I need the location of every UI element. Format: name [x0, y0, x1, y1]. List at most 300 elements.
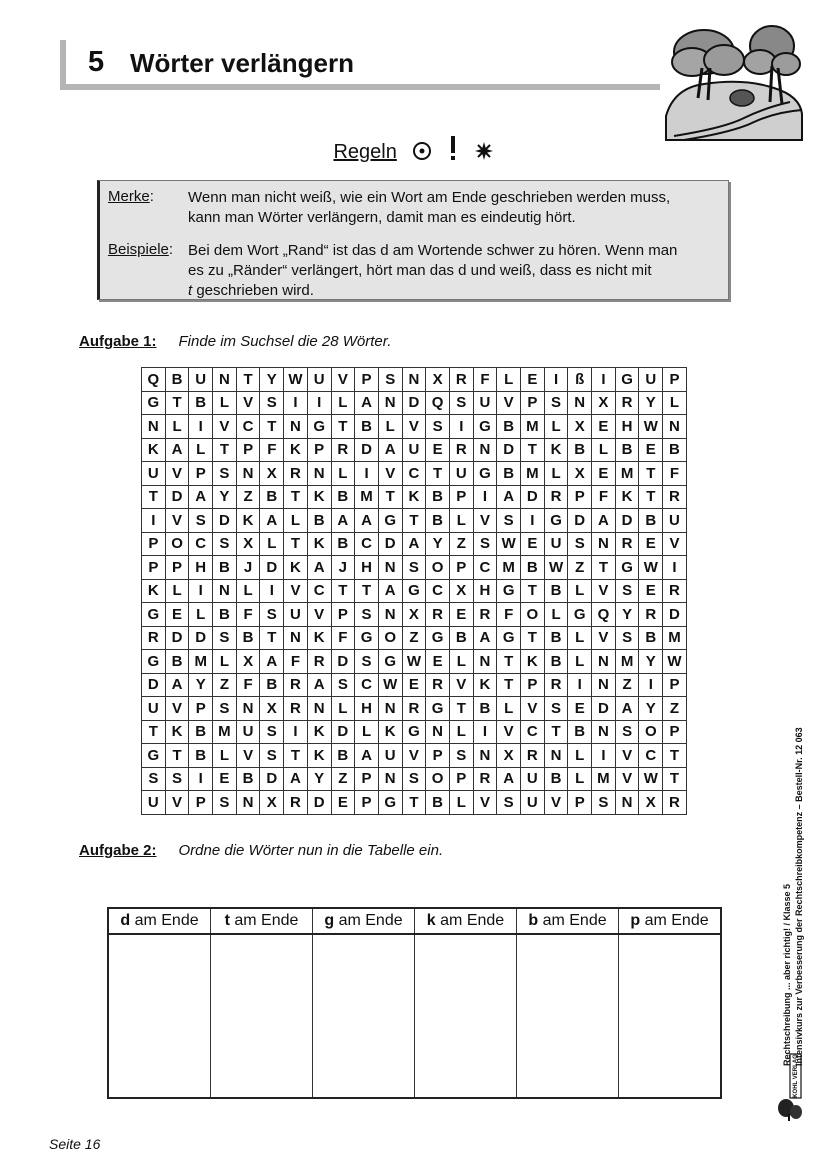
grid-cell[interactable]: P — [142, 556, 166, 580]
grid-cell[interactable]: R — [663, 485, 687, 509]
grid-cell[interactable]: V — [449, 673, 473, 697]
grid-cell[interactable]: D — [331, 720, 355, 744]
grid-cell[interactable]: U — [639, 368, 663, 392]
grid-cell[interactable]: N — [473, 438, 497, 462]
grid-cell[interactable]: V — [236, 744, 260, 768]
grid-cell[interactable]: H — [355, 556, 379, 580]
grid-cell[interactable]: Q — [592, 603, 616, 627]
grid-cell[interactable]: Z — [449, 532, 473, 556]
grid-cell[interactable]: N — [592, 650, 616, 674]
grid-cell[interactable]: N — [236, 697, 260, 721]
grid-cell[interactable]: S — [544, 697, 568, 721]
grid-cell[interactable]: A — [497, 767, 521, 791]
grid-cell[interactable]: X — [426, 368, 450, 392]
grid-cell[interactable]: S — [615, 579, 639, 603]
grid-cell[interactable]: C — [473, 556, 497, 580]
grid-cell[interactable]: R — [663, 791, 687, 815]
grid-cell[interactable]: N — [663, 415, 687, 439]
grid-cell[interactable]: X — [260, 462, 284, 486]
grid-cell[interactable]: Y — [260, 368, 284, 392]
grid-cell[interactable]: V — [165, 697, 189, 721]
grid-cell[interactable]: D — [592, 697, 616, 721]
grid-cell[interactable]: S — [213, 626, 237, 650]
grid-cell[interactable]: N — [378, 603, 402, 627]
grid-cell[interactable]: S — [355, 650, 379, 674]
grid-cell[interactable]: C — [355, 673, 379, 697]
grid-cell[interactable]: Y — [213, 485, 237, 509]
grid-cell[interactable]: V — [592, 626, 616, 650]
answer-cell-t[interactable] — [211, 934, 313, 1098]
grid-cell[interactable]: P — [307, 438, 331, 462]
grid-cell[interactable]: N — [213, 368, 237, 392]
grid-cell[interactable]: T — [521, 579, 545, 603]
grid-cell[interactable]: I — [189, 415, 213, 439]
grid-cell[interactable]: R — [331, 438, 355, 462]
grid-cell[interactable]: G — [568, 603, 592, 627]
grid-cell[interactable]: I — [260, 579, 284, 603]
grid-cell[interactable]: Y — [639, 391, 663, 415]
grid-cell[interactable]: W — [402, 650, 426, 674]
grid-cell[interactable]: R — [426, 673, 450, 697]
grid-cell[interactable]: T — [213, 438, 237, 462]
grid-cell[interactable]: N — [473, 744, 497, 768]
grid-cell[interactable]: P — [165, 556, 189, 580]
grid-cell[interactable]: L — [544, 462, 568, 486]
grid-cell[interactable]: S — [142, 767, 166, 791]
grid-cell[interactable]: A — [355, 391, 379, 415]
grid-cell[interactable]: T — [639, 462, 663, 486]
grid-cell[interactable]: F — [473, 368, 497, 392]
grid-cell[interactable]: L — [568, 650, 592, 674]
grid-cell[interactable]: S — [213, 532, 237, 556]
grid-cell[interactable]: D — [260, 556, 284, 580]
grid-cell[interactable]: V — [544, 791, 568, 815]
grid-cell[interactable]: I — [544, 368, 568, 392]
grid-cell[interactable]: A — [355, 509, 379, 533]
grid-cell[interactable]: U — [142, 462, 166, 486]
grid-cell[interactable]: I — [284, 391, 308, 415]
grid-cell[interactable]: C — [426, 579, 450, 603]
grid-cell[interactable]: G — [378, 650, 402, 674]
grid-cell[interactable]: B — [639, 626, 663, 650]
grid-cell[interactable]: S — [213, 462, 237, 486]
grid-cell[interactable]: W — [284, 368, 308, 392]
grid-cell[interactable]: P — [331, 603, 355, 627]
grid-cell[interactable]: P — [663, 720, 687, 744]
grid-cell[interactable]: X — [236, 532, 260, 556]
grid-cell[interactable]: D — [663, 603, 687, 627]
grid-cell[interactable]: M — [521, 462, 545, 486]
grid-cell[interactable]: X — [568, 462, 592, 486]
grid-cell[interactable]: D — [307, 791, 331, 815]
grid-cell[interactable]: P — [355, 791, 379, 815]
grid-cell[interactable]: P — [449, 485, 473, 509]
grid-cell[interactable]: X — [592, 391, 616, 415]
grid-cell[interactable]: U — [142, 697, 166, 721]
grid-cell[interactable]: M — [213, 720, 237, 744]
grid-cell[interactable]: L — [189, 603, 213, 627]
grid-cell[interactable]: H — [473, 579, 497, 603]
grid-cell[interactable]: J — [236, 556, 260, 580]
grid-cell[interactable]: L — [568, 626, 592, 650]
grid-cell[interactable]: P — [426, 744, 450, 768]
grid-cell[interactable]: V — [663, 532, 687, 556]
grid-cell[interactable]: E — [426, 650, 450, 674]
grid-cell[interactable]: Z — [402, 626, 426, 650]
grid-cell[interactable]: V — [497, 391, 521, 415]
grid-cell[interactable]: N — [592, 532, 616, 556]
grid-cell[interactable]: R — [402, 697, 426, 721]
grid-cell[interactable]: S — [260, 744, 284, 768]
grid-cell[interactable]: Z — [663, 697, 687, 721]
grid-cell[interactable]: Z — [213, 673, 237, 697]
grid-cell[interactable]: W — [639, 415, 663, 439]
grid-cell[interactable]: F — [284, 650, 308, 674]
grid-cell[interactable]: S — [426, 415, 450, 439]
grid-cell[interactable]: B — [260, 673, 284, 697]
grid-cell[interactable]: L — [592, 438, 616, 462]
grid-cell[interactable]: R — [307, 650, 331, 674]
grid-cell[interactable]: U — [544, 532, 568, 556]
grid-cell[interactable]: B — [236, 626, 260, 650]
grid-cell[interactable]: G — [497, 579, 521, 603]
grid-cell[interactable]: G — [426, 697, 450, 721]
grid-cell[interactable]: D — [497, 438, 521, 462]
grid-cell[interactable]: T — [497, 650, 521, 674]
grid-cell[interactable]: I — [189, 579, 213, 603]
grid-cell[interactable]: R — [615, 532, 639, 556]
grid-cell[interactable]: S — [260, 391, 284, 415]
grid-cell[interactable]: V — [165, 462, 189, 486]
grid-cell[interactable]: G — [378, 791, 402, 815]
grid-cell[interactable]: A — [189, 485, 213, 509]
grid-cell[interactable]: S — [402, 556, 426, 580]
grid-cell[interactable]: U — [284, 603, 308, 627]
grid-cell[interactable]: O — [426, 556, 450, 580]
grid-cell[interactable]: O — [426, 767, 450, 791]
grid-cell[interactable]: N — [544, 744, 568, 768]
grid-cell[interactable]: Y — [426, 532, 450, 556]
grid-cell[interactable]: B — [331, 532, 355, 556]
grid-cell[interactable]: E — [449, 603, 473, 627]
grid-cell[interactable]: U — [402, 438, 426, 462]
grid-cell[interactable]: T — [402, 509, 426, 533]
grid-cell[interactable]: P — [142, 532, 166, 556]
grid-cell[interactable]: F — [331, 626, 355, 650]
grid-cell[interactable]: U — [236, 720, 260, 744]
grid-cell[interactable]: Q — [426, 391, 450, 415]
grid-cell[interactable]: K — [284, 438, 308, 462]
grid-cell[interactable]: P — [449, 556, 473, 580]
grid-cell[interactable]: R — [473, 603, 497, 627]
grid-cell[interactable]: N — [592, 673, 616, 697]
grid-cell[interactable]: B — [521, 556, 545, 580]
grid-cell[interactable]: T — [236, 368, 260, 392]
grid-cell[interactable]: A — [331, 509, 355, 533]
grid-cell[interactable]: F — [592, 485, 616, 509]
grid-cell[interactable]: R — [449, 438, 473, 462]
grid-cell[interactable]: X — [497, 744, 521, 768]
grid-cell[interactable]: D — [142, 673, 166, 697]
grid-cell[interactable]: T — [165, 744, 189, 768]
grid-cell[interactable]: A — [378, 579, 402, 603]
grid-cell[interactable]: N — [378, 391, 402, 415]
grid-cell[interactable]: I — [449, 415, 473, 439]
grid-cell[interactable]: S — [260, 720, 284, 744]
grid-cell[interactable]: B — [615, 438, 639, 462]
grid-cell[interactable]: I — [142, 509, 166, 533]
answer-cell-p[interactable] — [619, 934, 722, 1098]
grid-cell[interactable]: X — [260, 791, 284, 815]
grid-cell[interactable]: V — [615, 767, 639, 791]
grid-cell[interactable]: T — [142, 720, 166, 744]
grid-cell[interactable]: E — [639, 579, 663, 603]
grid-cell[interactable]: V — [236, 391, 260, 415]
grid-cell[interactable]: B — [189, 720, 213, 744]
grid-cell[interactable]: F — [260, 438, 284, 462]
grid-cell[interactable]: P — [189, 462, 213, 486]
grid-cell[interactable]: W — [639, 767, 663, 791]
grid-cell[interactable]: D — [260, 767, 284, 791]
answer-cell-b[interactable] — [517, 934, 619, 1098]
grid-cell[interactable]: U — [521, 767, 545, 791]
grid-cell[interactable]: W — [497, 532, 521, 556]
grid-cell[interactable]: L — [260, 532, 284, 556]
grid-cell[interactable]: B — [473, 697, 497, 721]
grid-cell[interactable]: S — [497, 791, 521, 815]
grid-cell[interactable]: A — [615, 697, 639, 721]
grid-cell[interactable]: L — [568, 579, 592, 603]
grid-cell[interactable]: K — [307, 720, 331, 744]
grid-cell[interactable]: V — [165, 509, 189, 533]
grid-cell[interactable]: V — [284, 579, 308, 603]
grid-cell[interactable]: Y — [189, 673, 213, 697]
grid-cell[interactable]: M — [355, 485, 379, 509]
grid-cell[interactable]: L — [544, 415, 568, 439]
grid-cell[interactable]: N — [378, 556, 402, 580]
grid-cell[interactable]: U — [142, 791, 166, 815]
grid-cell[interactable]: B — [426, 485, 450, 509]
grid-cell[interactable]: E — [426, 438, 450, 462]
answer-cell-k[interactable] — [415, 934, 517, 1098]
grid-cell[interactable]: A — [165, 673, 189, 697]
grid-cell[interactable]: I — [189, 767, 213, 791]
grid-cell[interactable]: C — [639, 744, 663, 768]
grid-cell[interactable]: X — [639, 791, 663, 815]
grid-cell[interactable]: Z — [615, 673, 639, 697]
grid-cell[interactable]: Z — [331, 767, 355, 791]
grid-cell[interactable]: T — [544, 720, 568, 744]
grid-cell[interactable]: Q — [142, 368, 166, 392]
grid-cell[interactable]: K — [615, 485, 639, 509]
grid-cell[interactable]: C — [307, 579, 331, 603]
grid-cell[interactable]: S — [615, 720, 639, 744]
grid-cell[interactable]: P — [449, 767, 473, 791]
grid-cell[interactable]: A — [165, 438, 189, 462]
grid-cell[interactable]: I — [592, 744, 616, 768]
grid-cell[interactable]: A — [592, 509, 616, 533]
grid-cell[interactable]: V — [331, 368, 355, 392]
grid-cell[interactable]: J — [331, 556, 355, 580]
grid-cell[interactable]: G — [544, 509, 568, 533]
grid-cell[interactable]: M — [615, 650, 639, 674]
grid-cell[interactable]: K — [236, 509, 260, 533]
grid-cell[interactable]: E — [331, 791, 355, 815]
grid-cell[interactable]: D — [165, 626, 189, 650]
grid-cell[interactable]: W — [639, 556, 663, 580]
grid-cell[interactable]: B — [165, 368, 189, 392]
grid-cell[interactable]: B — [663, 438, 687, 462]
grid-cell[interactable]: I — [307, 391, 331, 415]
grid-cell[interactable]: G — [402, 720, 426, 744]
grid-cell[interactable]: B — [331, 744, 355, 768]
grid-cell[interactable]: T — [284, 485, 308, 509]
grid-cell[interactable]: L — [213, 744, 237, 768]
grid-cell[interactable]: L — [449, 791, 473, 815]
grid-cell[interactable]: S — [260, 603, 284, 627]
grid-cell[interactable]: E — [213, 767, 237, 791]
grid-cell[interactable]: N — [307, 462, 331, 486]
grid-cell[interactable]: V — [615, 744, 639, 768]
grid-cell[interactable]: S — [355, 603, 379, 627]
grid-cell[interactable]: L — [568, 767, 592, 791]
grid-cell[interactable]: V — [497, 720, 521, 744]
grid-cell[interactable]: L — [355, 720, 379, 744]
grid-cell[interactable]: R — [284, 462, 308, 486]
grid-cell[interactable]: K — [521, 650, 545, 674]
grid-cell[interactable]: G — [142, 650, 166, 674]
grid-cell[interactable]: P — [521, 673, 545, 697]
grid-cell[interactable]: H — [355, 697, 379, 721]
grid-cell[interactable]: B — [544, 626, 568, 650]
grid-cell[interactable]: T — [402, 791, 426, 815]
grid-cell[interactable]: T — [284, 744, 308, 768]
grid-cell[interactable]: K — [307, 532, 331, 556]
grid-cell[interactable]: P — [189, 791, 213, 815]
grid-cell[interactable]: V — [473, 509, 497, 533]
grid-cell[interactable]: T — [426, 462, 450, 486]
grid-cell[interactable]: W — [663, 650, 687, 674]
grid-cell[interactable]: S — [615, 626, 639, 650]
grid-cell[interactable]: ß — [568, 368, 592, 392]
grid-cell[interactable]: X — [568, 415, 592, 439]
grid-cell[interactable]: E — [592, 415, 616, 439]
grid-cell[interactable]: N — [284, 626, 308, 650]
grid-cell[interactable]: L — [497, 697, 521, 721]
grid-cell[interactable]: K — [402, 485, 426, 509]
grid-cell[interactable]: V — [307, 603, 331, 627]
grid-cell[interactable]: B — [213, 603, 237, 627]
grid-cell[interactable]: A — [260, 509, 284, 533]
grid-cell[interactable]: V — [378, 462, 402, 486]
grid-cell[interactable]: N — [142, 415, 166, 439]
grid-cell[interactable]: E — [521, 368, 545, 392]
grid-cell[interactable]: T — [260, 415, 284, 439]
grid-cell[interactable]: P — [355, 368, 379, 392]
grid-cell[interactable]: B — [639, 509, 663, 533]
grid-cell[interactable]: S — [592, 791, 616, 815]
grid-cell[interactable]: R — [284, 697, 308, 721]
grid-cell[interactable]: L — [165, 415, 189, 439]
grid-cell[interactable]: K — [544, 438, 568, 462]
grid-cell[interactable]: D — [378, 532, 402, 556]
grid-cell[interactable]: D — [568, 509, 592, 533]
grid-cell[interactable]: F — [236, 673, 260, 697]
grid-cell[interactable]: G — [473, 462, 497, 486]
grid-cell[interactable]: G — [473, 415, 497, 439]
grid-cell[interactable]: O — [378, 626, 402, 650]
grid-cell[interactable]: R — [615, 391, 639, 415]
grid-cell[interactable]: M — [497, 556, 521, 580]
grid-cell[interactable]: A — [307, 673, 331, 697]
grid-cell[interactable]: V — [521, 697, 545, 721]
grid-cell[interactable]: L — [663, 391, 687, 415]
grid-cell[interactable]: B — [189, 744, 213, 768]
grid-cell[interactable]: G — [307, 415, 331, 439]
grid-cell[interactable]: S — [497, 509, 521, 533]
grid-cell[interactable]: S — [402, 767, 426, 791]
grid-cell[interactable]: D — [331, 650, 355, 674]
grid-cell[interactable]: N — [378, 767, 402, 791]
grid-cell[interactable]: V — [213, 415, 237, 439]
grid-cell[interactable]: B — [497, 415, 521, 439]
grid-cell[interactable]: N — [307, 697, 331, 721]
grid-cell[interactable]: T — [378, 485, 402, 509]
grid-cell[interactable]: C — [236, 415, 260, 439]
grid-cell[interactable]: R — [284, 673, 308, 697]
grid-cell[interactable]: P — [663, 673, 687, 697]
grid-cell[interactable]: X — [402, 603, 426, 627]
grid-cell[interactable]: T — [165, 391, 189, 415]
grid-cell[interactable]: S — [544, 391, 568, 415]
grid-cell[interactable]: P — [189, 697, 213, 721]
grid-cell[interactable]: B — [236, 767, 260, 791]
grid-cell[interactable]: D — [213, 509, 237, 533]
grid-cell[interactable]: N — [213, 579, 237, 603]
grid-cell[interactable]: R — [426, 603, 450, 627]
grid-cell[interactable]: B — [568, 438, 592, 462]
grid-cell[interactable]: L — [378, 415, 402, 439]
grid-cell[interactable]: I — [592, 368, 616, 392]
grid-cell[interactable]: T — [355, 579, 379, 603]
grid-cell[interactable]: I — [663, 556, 687, 580]
grid-cell[interactable]: E — [592, 462, 616, 486]
grid-cell[interactable]: O — [521, 603, 545, 627]
grid-cell[interactable]: R — [473, 767, 497, 791]
grid-cell[interactable]: S — [378, 368, 402, 392]
grid-cell[interactable]: A — [260, 650, 284, 674]
grid-cell[interactable]: I — [473, 485, 497, 509]
grid-cell[interactable]: N — [284, 415, 308, 439]
grid-cell[interactable]: B — [213, 556, 237, 580]
grid-cell[interactable]: U — [307, 368, 331, 392]
grid-cell[interactable]: D — [615, 509, 639, 533]
grid-cell[interactable]: G — [497, 626, 521, 650]
grid-cell[interactable]: S — [331, 673, 355, 697]
grid-cell[interactable]: B — [426, 791, 450, 815]
grid-cell[interactable]: S — [449, 391, 473, 415]
grid-cell[interactable]: E — [165, 603, 189, 627]
grid-cell[interactable]: L — [189, 438, 213, 462]
grid-cell[interactable]: D — [355, 438, 379, 462]
grid-cell[interactable]: S — [568, 532, 592, 556]
grid-cell[interactable]: N — [592, 720, 616, 744]
grid-cell[interactable]: U — [378, 744, 402, 768]
grid-cell[interactable]: Z — [568, 556, 592, 580]
grid-cell[interactable]: R — [284, 791, 308, 815]
grid-cell[interactable]: T — [284, 532, 308, 556]
grid-cell[interactable]: N — [236, 462, 260, 486]
